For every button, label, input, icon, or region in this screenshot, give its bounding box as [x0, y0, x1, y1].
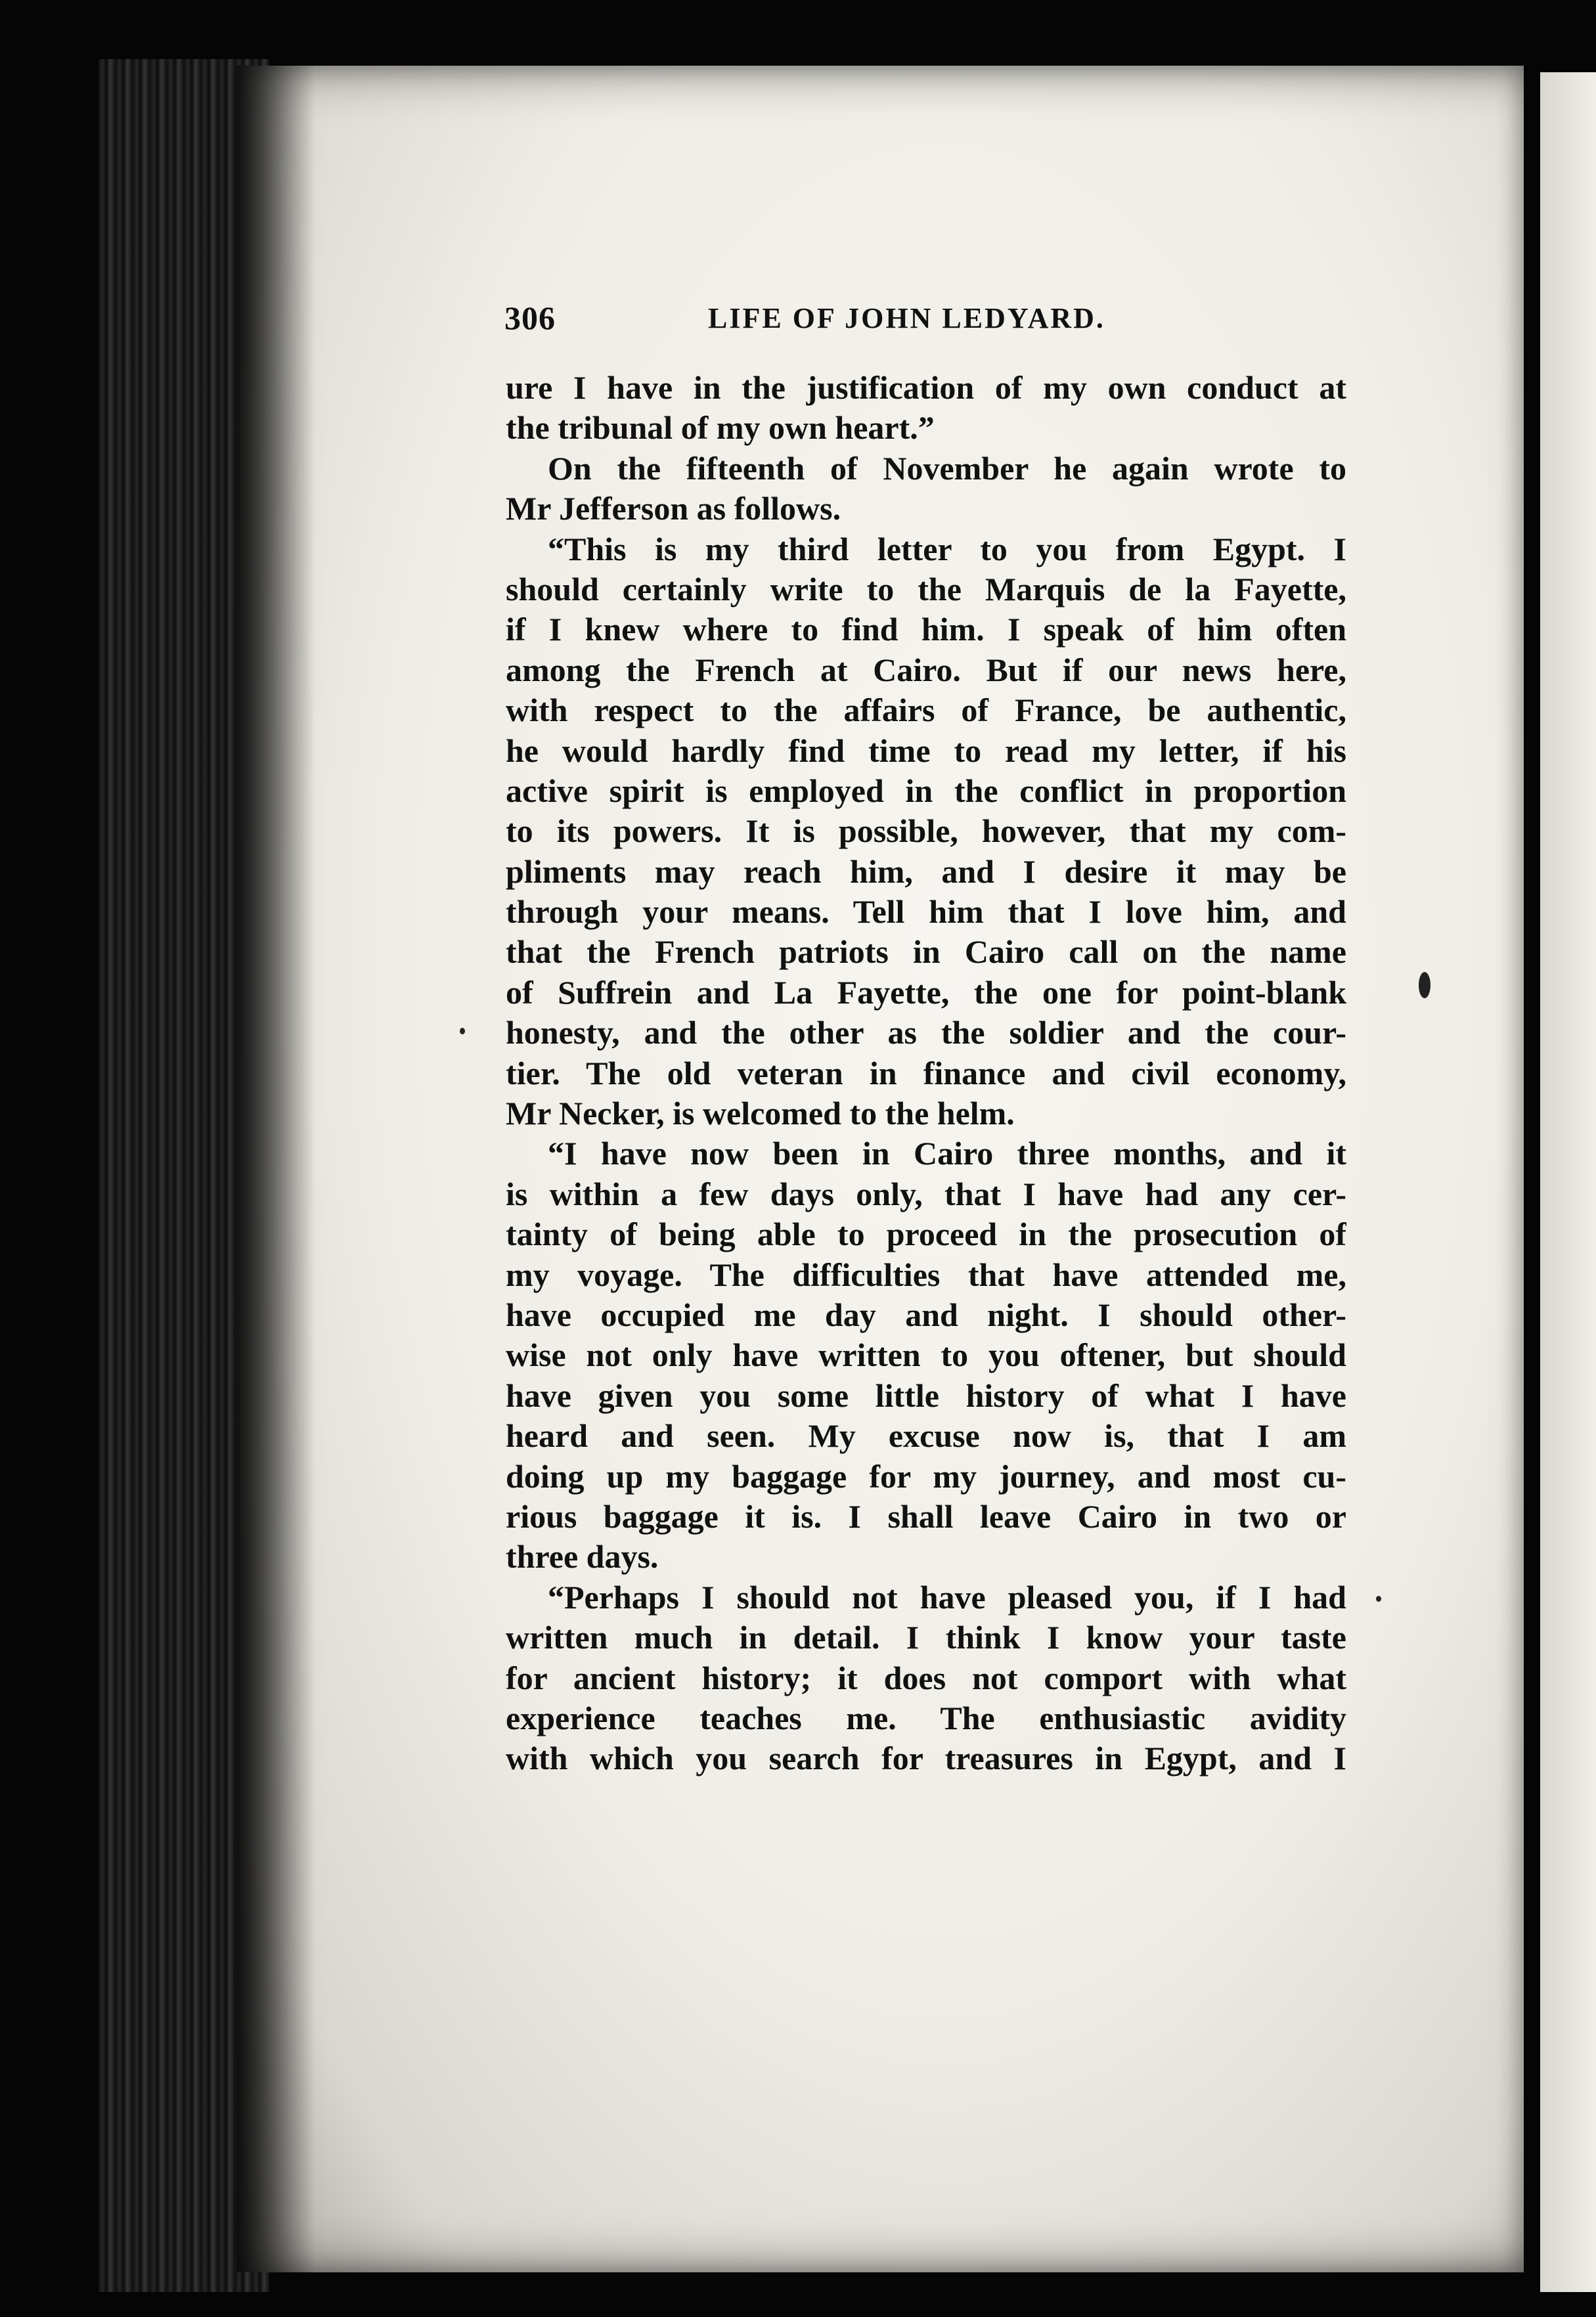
facing-page-edge	[1540, 72, 1596, 2292]
text-line: of Suffrein and La Fayette, the one for point-blank	[506, 973, 1346, 1011]
text-line: pliments may reach him, and I desire it may be	[506, 852, 1346, 890]
text-line: experience teaches me. The enthusiastic avidity	[506, 1699, 1346, 1736]
text-line: three days.	[506, 1538, 659, 1576]
text-line: among the French at Cairo. But if our news here,	[506, 651, 1346, 688]
text-line: Mr Jefferson as follows.	[506, 490, 841, 527]
text-line: my voyage. The difficulties that have attended me,	[506, 1256, 1346, 1293]
text-line: rious baggage it is. I shall leave Cairo in two or	[506, 1497, 1346, 1535]
text-line: with respect to the affairs of France, be authentic,	[506, 692, 1346, 729]
text-line: that the French patriots in Cairo call on the name	[506, 933, 1346, 971]
text-line: ure I have in the justification of my own conduct at	[506, 369, 1346, 406]
text-line: have occupied me day and night. I should other-	[506, 1296, 1346, 1333]
ink-speck	[1419, 972, 1430, 998]
text-line: On the fifteenth of November he again wrote to	[548, 449, 1346, 487]
text-line: through your means. Tell him that I love him, and	[506, 893, 1346, 931]
text-line: is within a few days only, that I have had any cer-	[506, 1175, 1346, 1212]
text-line: “I have now been in Cairo three months, and it	[548, 1135, 1346, 1172]
text-line: with which you search for treasures in Egypt, and I	[506, 1740, 1346, 1777]
text-line: should certainly write to the Marquis de la Fayette,	[506, 570, 1346, 607]
spine-shadow	[236, 66, 315, 2272]
text-line: tainty of being able to proceed in the prosecution of	[506, 1216, 1346, 1253]
text-line: to its powers. It is possible, however, that my com-	[506, 812, 1346, 850]
text-line: active spirit is employed in the conflict in proportion	[506, 772, 1346, 809]
text-line: he would hardly find time to read my letter, if his	[506, 732, 1346, 769]
page-number: 306	[504, 299, 556, 336]
text-line: “This is my third letter to you from Egypt. I	[548, 530, 1346, 567]
ink-speck	[1376, 1596, 1381, 1602]
text-line: Mr Necker, is welcomed to the helm.	[506, 1095, 1015, 1132]
text-line: heard and seen. My excuse now is, that I am	[506, 1417, 1346, 1455]
page-header	[504, 299, 1345, 345]
text-line: doing up my baggage for my journey, and most cu-	[506, 1457, 1346, 1495]
body-text	[506, 368, 1346, 1779]
text-line: written much in detail. I think I know your taste	[506, 1619, 1346, 1656]
text-line: tier. The old veteran in finance and civil economy,	[506, 1054, 1346, 1092]
text-line: wise not only have written to you oftener, but should	[506, 1336, 1346, 1374]
text-line: for ancient history; it does not comport with what	[506, 1659, 1346, 1696]
text-line: “Perhaps I should not have pleased you, if I had	[548, 1578, 1346, 1616]
text-line: the tribunal of my own heart.”	[506, 409, 935, 447]
text-line: honesty, and the other as the soldier and the cour-	[506, 1014, 1346, 1051]
text-line: if I knew where to find him. I speak of him often	[506, 611, 1346, 648]
ink-speck	[460, 1028, 465, 1034]
text-line: have given you some little history of what I have	[506, 1377, 1346, 1414]
running-title: LIFE OF JOHN LEDYARD.	[708, 302, 1105, 334]
